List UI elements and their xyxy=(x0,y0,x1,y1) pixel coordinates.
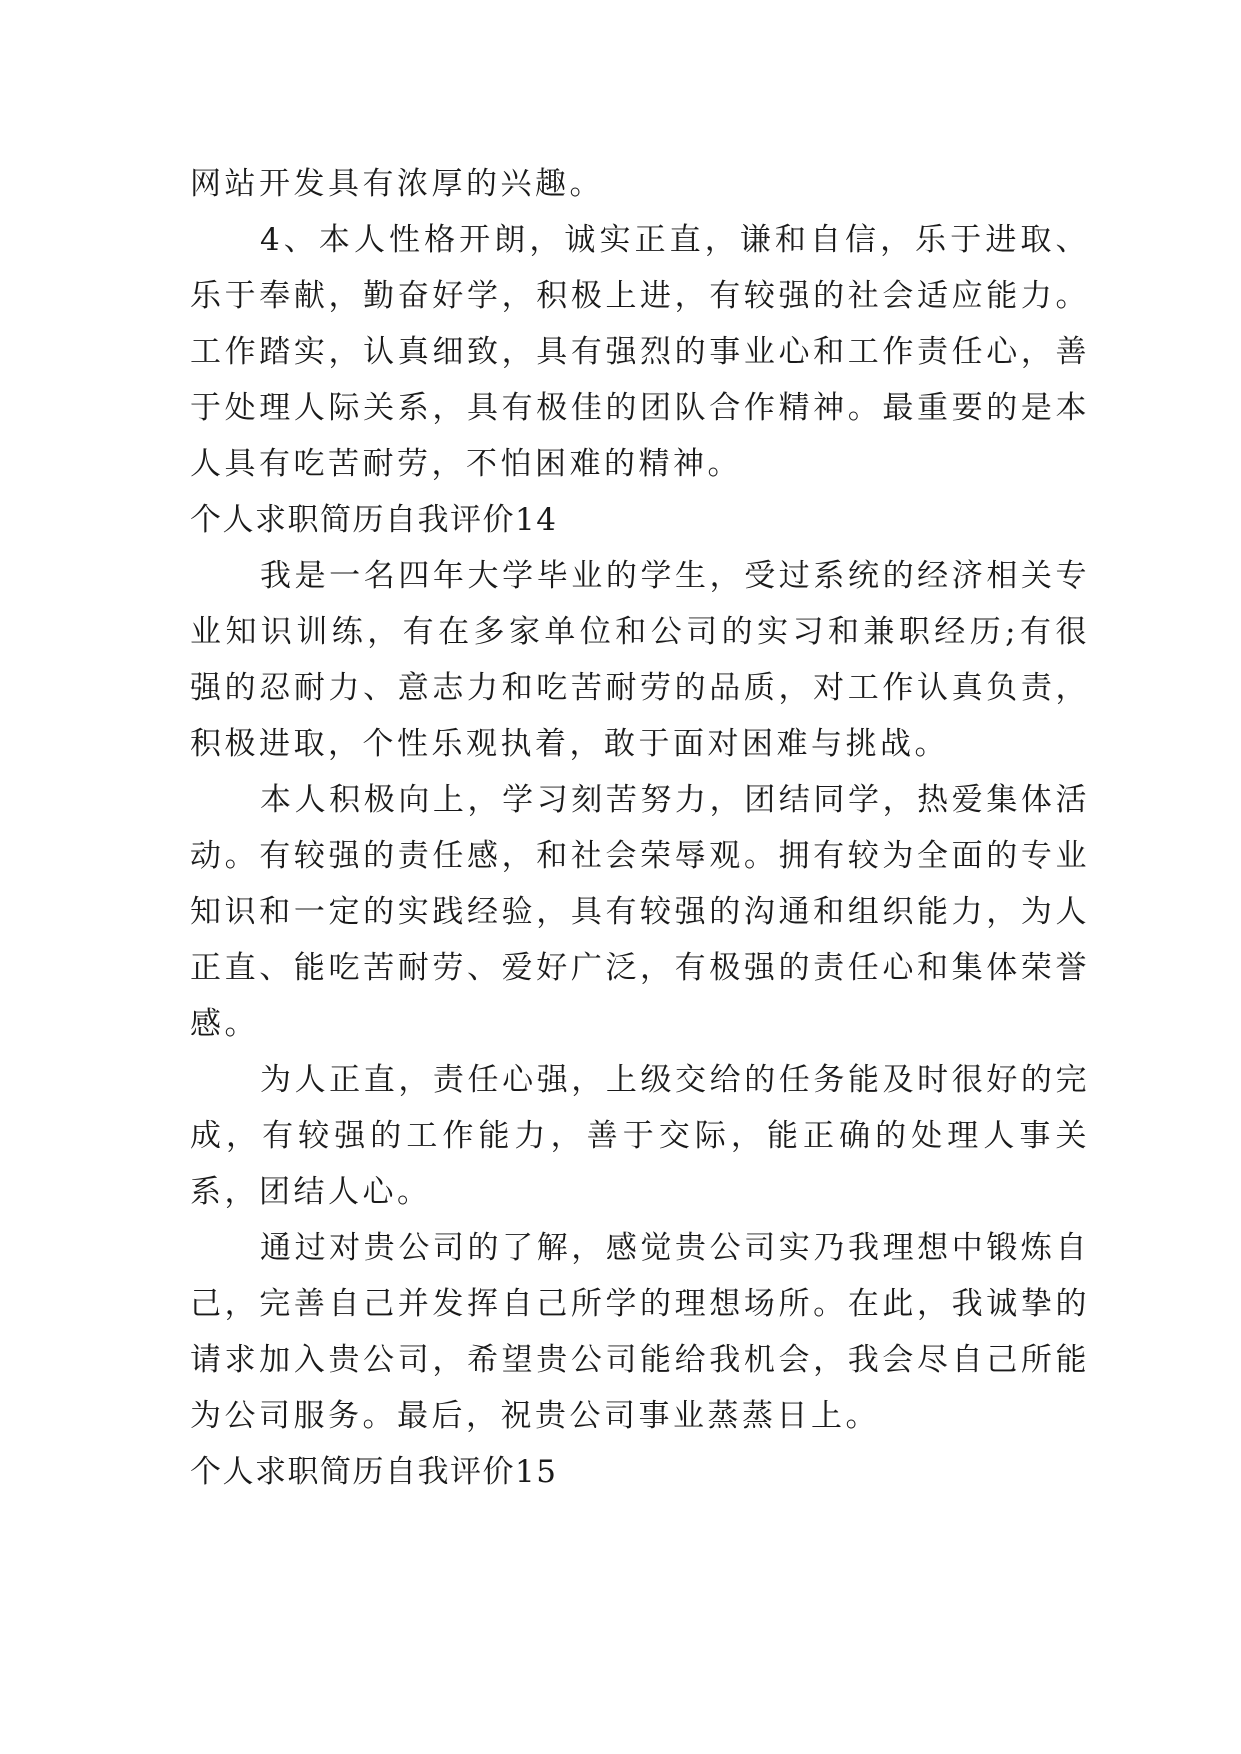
section-heading-15: 个人求职简历自我评价15 xyxy=(190,1454,558,1490)
paragraph-personality: 4、本人性格开朗，诚实正直，谦和自信，乐于进取、乐于奉献，勤奋好学，积极上进，有较强的社会适应能力。工作踏实，认真细致，具有强烈的事业心和工作责任心，善于处理人际关系，具有极佳的团队合作精神。最重要的是本人具有吃苦耐劳，不怕困难的精神。 xyxy=(190,222,1090,482)
paragraph-continuation: 网站开发具有浓厚的兴趣。 xyxy=(190,166,604,202)
section-heading-14: 个人求职简历自我评价14 xyxy=(190,502,558,538)
paragraph-company-request: 通过对贵公司的了解，感觉贵公司实乃我理想中锻炼自己，完善自己并发挥自己所学的理想场所。在此，我诚挚的请求加入贵公司，希望贵公司能给我机会，我会尽自己所能为公司服务。最后，祝贵公司事业蒸蒸日上。 xyxy=(190,1230,1090,1434)
document-body xyxy=(190,156,1090,1500)
paragraph-graduate-intro: 我是一名四年大学毕业的学生，受过系统的经济相关专业知识训练，有在多家单位和公司的实习和兼职经历;有很强的忍耐力、意志力和吃苦耐劳的品质，对工作认真负责，积极进取，个性乐观执着，敢于面对困难与挑战。 xyxy=(190,558,1090,762)
paragraph-integrity: 为人正直，责任心强，上级交给的任务能及时很好的完成，有较强的工作能力，善于交际，能正确的处理人事关系，团结人心。 xyxy=(190,1062,1090,1210)
paragraph-attitude: 本人积极向上，学习刻苦努力，团结同学，热爱集体活动。有较强的责任感，和社会荣辱观。拥有较为全面的专业知识和一定的实践经验，具有较强的沟通和组织能力，为人正直、能吃苦耐劳、爱好广泛，有极强的责任心和集体荣誉感。 xyxy=(190,782,1090,1042)
